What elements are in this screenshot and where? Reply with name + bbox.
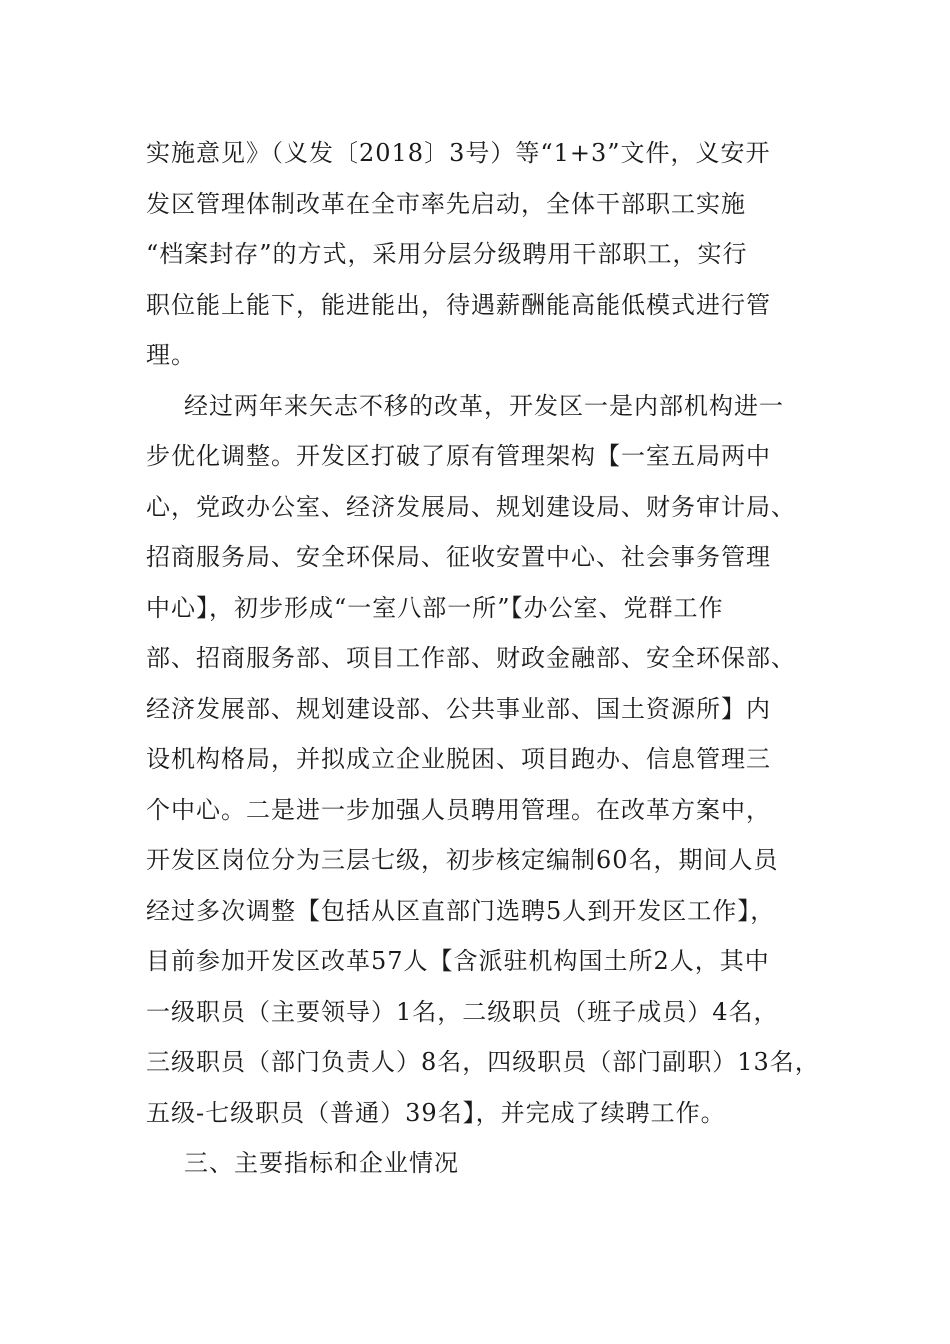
text-line: 中心】，初步形成“一室八部一所”【办公室、党群工作 bbox=[146, 593, 724, 622]
text-line: 实施意见》（义发〔2018〕3号）等“1+3”文件，义安开 bbox=[146, 139, 771, 167]
text-line: 招商服务局、安全环保局、征收安置中心、社会事务管理 bbox=[146, 543, 771, 571]
paragraph-2 bbox=[146, 381, 826, 1139]
text-line: “档案封存”的方式，采用分层分级聘用干部职工，实行 bbox=[146, 240, 748, 268]
text-line: 部、招商服务部、项目工作部、财政金融部、安全环保部、 bbox=[146, 644, 796, 672]
text-line: 心，党政办公室、经济发展局、规划建设局、财务审计局、 bbox=[146, 492, 796, 521]
text-line: 目前参加开发区改革57人【含派驻机构国土所2人，其中 bbox=[146, 947, 770, 975]
heading-line: 三、主要指标和企业情况 bbox=[184, 1149, 459, 1177]
paragraph-1 bbox=[146, 128, 826, 381]
text-line: 职位能上能下，能进能出，待遇薪酬能高能低模式进行管 bbox=[146, 290, 771, 319]
text-line: 三级职员（部门负责人）8名，四级职员（部门副职）13名， bbox=[146, 1048, 820, 1076]
document-body bbox=[146, 128, 826, 1189]
text-line: 发区管理体制改革在全市率先启动，全体干部职工实施 bbox=[146, 189, 746, 218]
text-line: 五级-七级职员（普通）39名】，并完成了续聘工作。 bbox=[146, 1098, 726, 1127]
text-line: 一级职员（主要领导）1名，二级职员（班子成员）4名， bbox=[146, 997, 779, 1026]
text-line: 步优化调整。开发区打破了原有管理架构【一室五局两中 bbox=[146, 442, 771, 470]
text-line: 经过多次调整【包括从区直部门选聘5人到开发区工作】， bbox=[146, 896, 776, 925]
text-line: 开发区岗位分为三层七级，初步核定编制60名，期间人员 bbox=[146, 846, 779, 874]
text-line: 个中心。二是进一步加强人员聘用管理。在改革方案中， bbox=[146, 795, 771, 824]
text-line: 经济发展部、规划建设部、公共事业部、国土资源所】内 bbox=[146, 694, 771, 723]
text-line: 理。 bbox=[146, 341, 196, 369]
text-line: 设机构格局，并拟成立企业脱困、项目跑办、信息管理三 bbox=[146, 745, 771, 773]
section-heading bbox=[146, 1138, 826, 1189]
text-line: 经过两年来矢志不移的改革，开发区一是内部机构进一 bbox=[184, 391, 784, 420]
